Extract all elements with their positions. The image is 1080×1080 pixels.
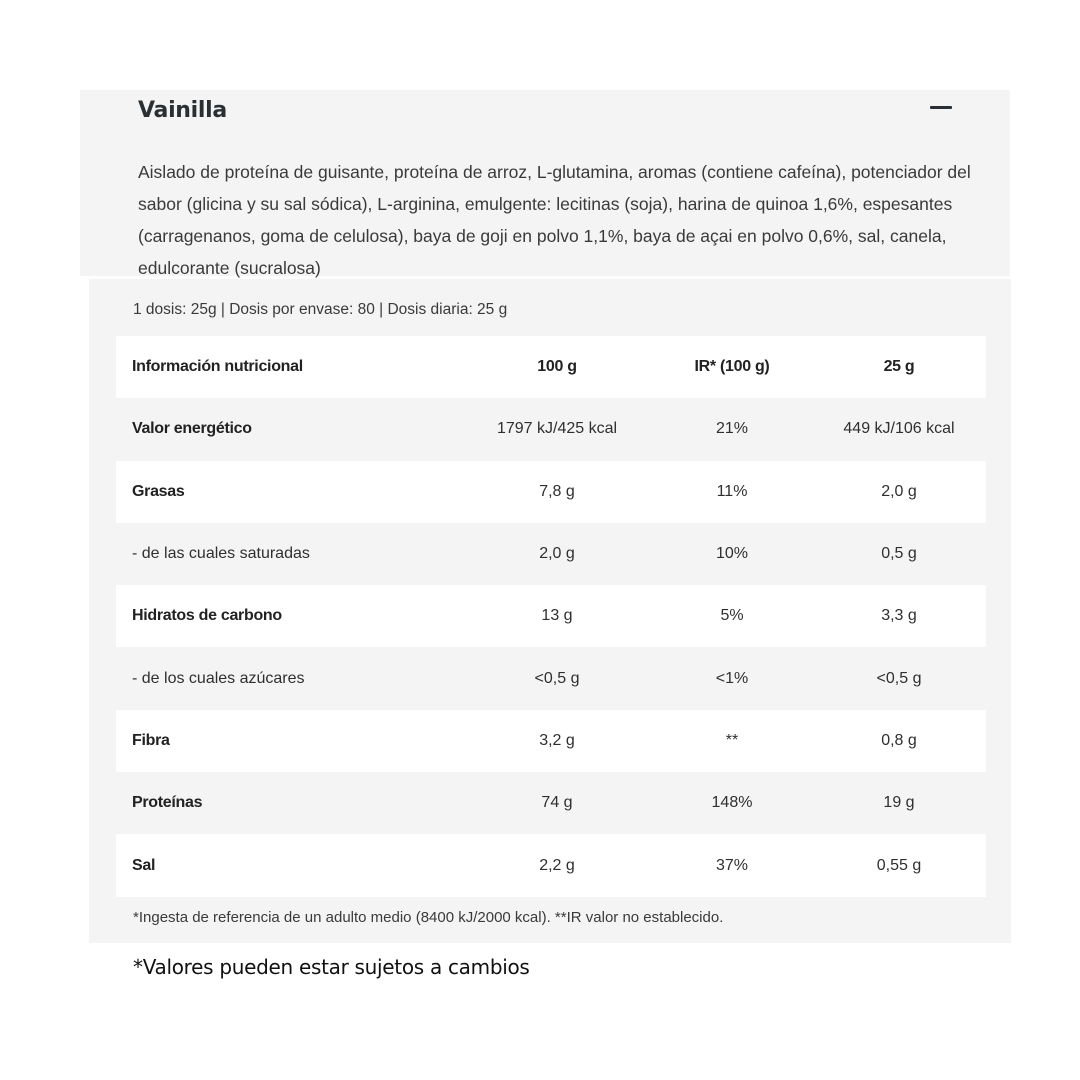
row-per25: 2,0 g [881,482,917,500]
header-per25: 25 g [883,358,915,376]
row-label: - de los cuales azúcares [132,669,305,687]
table-row [116,585,986,647]
row-ir: <1% [715,669,749,687]
row-label: Hidratos de carbono [132,607,282,625]
nutrition-table [116,336,986,897]
row-per25: 0,5 g [881,545,917,563]
row-ir: 148% [711,794,753,812]
table-row [116,772,986,834]
row-per100: <0,5 g [534,669,580,687]
header-nutrient: Información nutricional [132,358,303,376]
table-row [116,647,986,709]
flavor-title: Vainilla [138,98,227,123]
nutrition-panel [89,279,1011,943]
row-per25: <0,5 g [876,669,922,687]
flavor-accordion [80,90,1010,276]
disclaimer-text: *Valores pueden estar sujetos a cambios [133,955,530,979]
row-per100: 3,2 g [539,731,575,749]
header-ir: IR* (100 g) [694,358,770,376]
table-row [116,398,986,460]
row-ir: ** [725,731,739,749]
row-label: Proteínas [132,794,203,812]
table-row [116,461,986,523]
row-per100: 1797 kJ/425 kcal [496,420,618,438]
table-row [116,523,986,585]
table-row [116,710,986,772]
row-per100: 74 g [541,794,573,812]
row-per25: 0,8 g [881,731,917,749]
row-ir: 37% [715,856,749,874]
row-ir: 10% [715,545,749,563]
row-label: Fibra [132,731,170,749]
table-row [116,834,986,896]
minus-icon [930,106,952,109]
table-footnote: *Ingesta de referencia de un adulto medio (8400 kJ/2000 kcal). **IR valor no establecido. [133,909,724,926]
row-per25: 449 kJ/106 kcal [843,420,955,438]
row-per25: 0,55 g [876,856,922,874]
row-ir: 11% [716,482,748,500]
row-label: Valor energético [132,420,252,438]
dose-info: 1 dosis: 25g | Dosis por envase: 80 | Dosis diaria: 25 g [133,301,508,318]
row-per25: 3,3 g [881,607,917,625]
row-label: Grasas [132,482,185,500]
row-ir: 21% [715,420,749,438]
table-header-row [116,336,986,398]
row-per100: 13 g [541,607,573,625]
collapse-button[interactable] [930,98,952,118]
row-per100: 7,8 g [539,482,575,500]
row-per100: 2,0 g [539,545,575,563]
row-ir: 5% [720,607,744,625]
header-per100: 100 g [537,358,577,376]
row-label: - de las cuales saturadas [132,545,310,563]
ingredients-text: Aislado de proteína de guisante, proteína de arroz, L-glutamina, aromas (contiene cafeína), potenciador del sabor (glicina y su sal sódica), L-arginina, emulgente: lecitinas (soja), harina de quinoa 1,6%, espesantes (carragenanos, goma de celulosa), baya de goji en polvo 1,1%, baya de açai en polvo 0,6%, sal, canela, edulcorante (sucralosa) [138,162,971,278]
row-per25: 19 g [883,794,915,812]
row-per100: 2,2 g [539,856,575,874]
row-label: Sal [132,856,156,874]
